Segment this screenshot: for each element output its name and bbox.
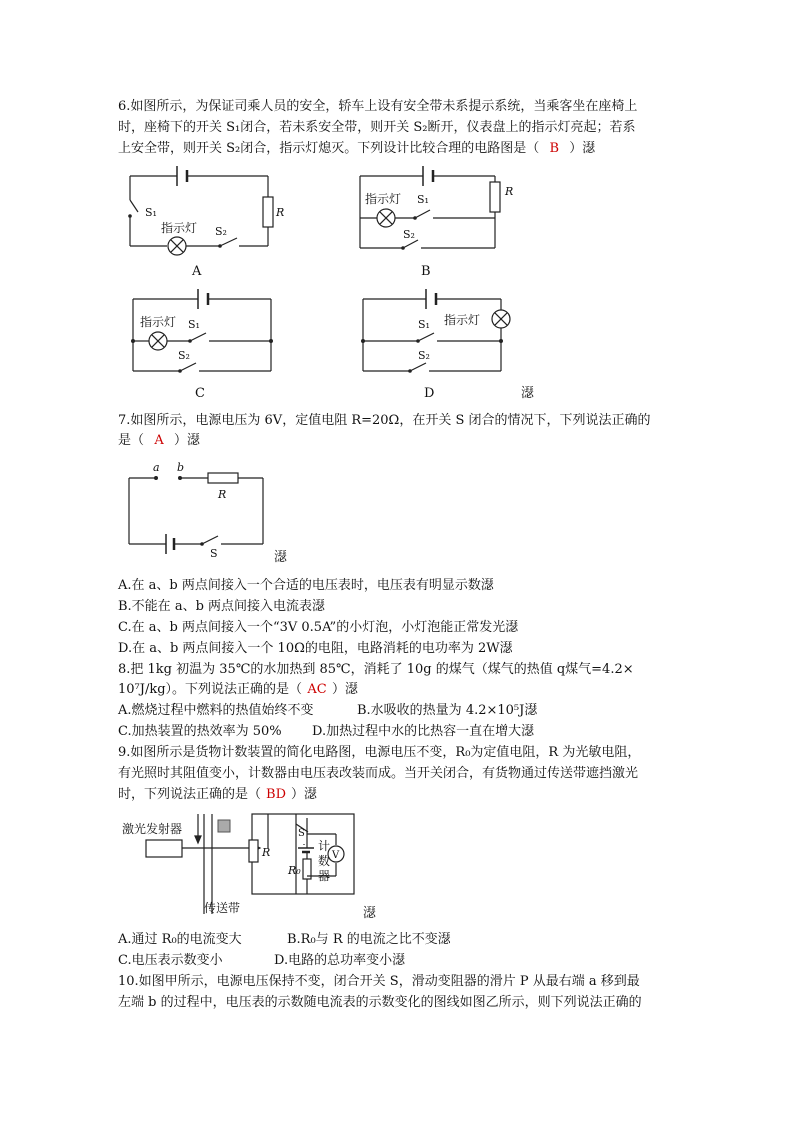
q6-circuit-b: [355, 160, 530, 285]
q6-d-switch-contact: [408, 369, 412, 373]
q9-r-label: R: [262, 846, 271, 859]
q7-question-end: ）濏: [174, 433, 201, 448]
q9-voltmeter-label: V: [332, 850, 340, 861]
q7-line1: 7.如图所示，电源电压为 6V，定值电阻 R=20Ω，在开关 S 闭合的情况下，下列说法正确的: [118, 413, 651, 428]
q6-question-text: 上安全带，则开关 S₂闭合，指示灯熄灭。下列设计比较合理的电路图是（: [118, 141, 540, 156]
q9-line1: 9.如图所示是货物计数装置的简化电路图，电源电压不变，R₀为定值电阻，R 为光敏电阻，: [118, 745, 641, 760]
q9-question-end: ）濏: [291, 787, 318, 802]
q6-circuit-d: [358, 287, 513, 402]
q8-option-a: A.燃烧过程中燃料的热值始终不变: [118, 703, 314, 718]
q6-b-s1-label: S₁: [417, 193, 429, 206]
q9-laser-label: 激光发射器: [122, 822, 183, 836]
q9-option-b: B.R₀与 R 的电流之比不变濏: [287, 932, 451, 947]
q6-c-junction: [131, 339, 135, 343]
q7-terminal-a: [154, 476, 158, 480]
q6-answer: B: [549, 141, 560, 156]
q6-c-indicator-label: 指示灯: [140, 315, 177, 329]
q7-switch-contact: [200, 542, 204, 546]
q9-counter-char: 计: [318, 839, 331, 853]
q6-d-indicator-label: 指示灯: [444, 313, 481, 327]
q8-option-d: D.加热过程中水的比热容一直在增大濏: [312, 724, 535, 739]
q7-option-b: B.不能在 a、b 两点间接入电流表濏: [118, 599, 326, 614]
q9-circuit: [118, 812, 368, 917]
q9-line3: [118, 785, 317, 805]
q8-question-text: 10⁷J/kg）。下列说法正确的是（: [118, 682, 303, 697]
q6-question-end: ）濏: [569, 141, 596, 156]
q6-b-r-label: R: [505, 185, 514, 198]
q6-a-indicator-label: 指示灯: [161, 221, 198, 235]
q7-option-d: D.在 a、b 两点间接入一个 10Ω的电阻，电路消耗的电功率为 2W濏: [118, 641, 513, 656]
q9-r0-label: R₀: [288, 864, 301, 877]
q6-c-s1-label: S₁: [188, 318, 200, 331]
q6-a-s2-label: S₂: [215, 225, 227, 238]
q6-line1: 6.如图所示，为保证司乘人员的安全，轿车上设有安全带未系提示系统，当乘客坐在座椅上: [118, 99, 638, 114]
q9-cargo-box: [218, 820, 230, 832]
q8-answer: AC: [307, 682, 327, 697]
q7-answer: A: [154, 433, 164, 448]
q6-a-s1-label: S₁: [145, 206, 157, 219]
q8-line1: 8.把 1kg 初温为 35℃的水加热到 85℃，消耗了 10g 的煤气（煤气的热值 q煤气=4.2×: [118, 662, 634, 677]
q9-s-label: S: [298, 828, 305, 839]
q9-answer: BD: [266, 787, 286, 802]
q10-line2: 左端 b 的过程中，电压表的示数随电流表的示数变化的图线如图乙所示，则下列说法正确的: [118, 995, 642, 1010]
q9-counter-char: 器: [318, 869, 331, 883]
q9-belt-label: 传送带: [204, 901, 241, 915]
q6-b-option-label: B: [421, 264, 431, 279]
q8-option-c: C.加热装置的热效率为 50%: [118, 724, 282, 739]
q6-b-s2-label: S₂: [403, 228, 415, 241]
q6-b-indicator-label: 指示灯: [365, 192, 402, 206]
q7-option-c: C.在 a、b 两点间接入一个“3V 0.5A”的小灯泡，小灯泡能正常发光濏: [118, 620, 519, 635]
q6-circuit-c: [128, 287, 278, 402]
q6-line3: [118, 139, 595, 159]
q6-d-junction: [361, 339, 365, 343]
q6-c-switch-contact: [178, 369, 182, 373]
q9-option-c: C.电压表示数变小: [118, 953, 223, 968]
q6-c-junction: [269, 339, 273, 343]
q6-d-s2-label: S₂: [418, 349, 430, 362]
q6-a-switch-contact: [218, 244, 222, 248]
q8-option-b: B.水吸收的热量为 4.2×10⁵J濏: [357, 703, 538, 718]
q9-option-d: D.电路的总功率变小濏: [274, 953, 406, 968]
q7-a-label: a: [153, 461, 160, 474]
q6-b-switch-contact: [413, 216, 417, 220]
q7-circuit: [122, 460, 272, 560]
q10-line1: 10.如图甲所示，电源电压保持不变，闭合开关 S，滑动变阻器的滑片 P 从最右端 a 移到最: [118, 974, 640, 989]
q7-s-label: S: [210, 547, 218, 560]
q6-a-switch-contact: [128, 214, 132, 218]
q7-r-label: R: [218, 488, 227, 501]
q6-d-option-label: D: [424, 386, 435, 401]
q6-d-s1-label: S₁: [418, 318, 430, 331]
q6-c-s2-label: S₂: [178, 349, 190, 362]
q6-trailing-mark: 濏: [521, 386, 535, 401]
q6-a-r-label: R: [276, 206, 285, 219]
q6-d-switch-contact: [416, 339, 420, 343]
q6-c-switch-contact: [188, 339, 192, 343]
q9-question-text: 时，下列说法正确的是（: [118, 787, 262, 802]
q6-c-option-label: C: [195, 386, 205, 401]
q9-counter-char: 数: [318, 854, 331, 868]
q6-b-switch-contact: [401, 246, 405, 250]
q8-question-end: ）濏: [332, 682, 359, 697]
q6-d-junction: [499, 339, 503, 343]
q9-line2: 有光照时其阻值变小，计数器由电压表改装而成。当开关闭合，有货物通过传送带遮挡激光: [118, 766, 639, 781]
q6-line2: 时，座椅下的开关 S₁闭合，若未系安全带，则开关 S₂断开，仪表盘上的指示灯亮起；若系: [118, 120, 636, 135]
q7-line2: [118, 431, 200, 451]
q7-question-text: 是（: [118, 433, 145, 448]
q6-a-option-label: A: [192, 264, 202, 279]
q9-trailing-mark: 濏: [363, 906, 377, 921]
q6-circuit-a: [125, 160, 285, 285]
q8-line2: [118, 680, 358, 700]
q7-terminal-b: [178, 476, 182, 480]
q9-option-a: A.通过 R₀的电流变大: [118, 932, 242, 947]
q7-b-label: b: [177, 461, 185, 474]
q7-trailing-mark: 濏: [274, 550, 288, 565]
q7-option-a: A.在 a、b 两点间接入一个合适的电压表时，电压表有明显示数濏: [118, 578, 494, 593]
